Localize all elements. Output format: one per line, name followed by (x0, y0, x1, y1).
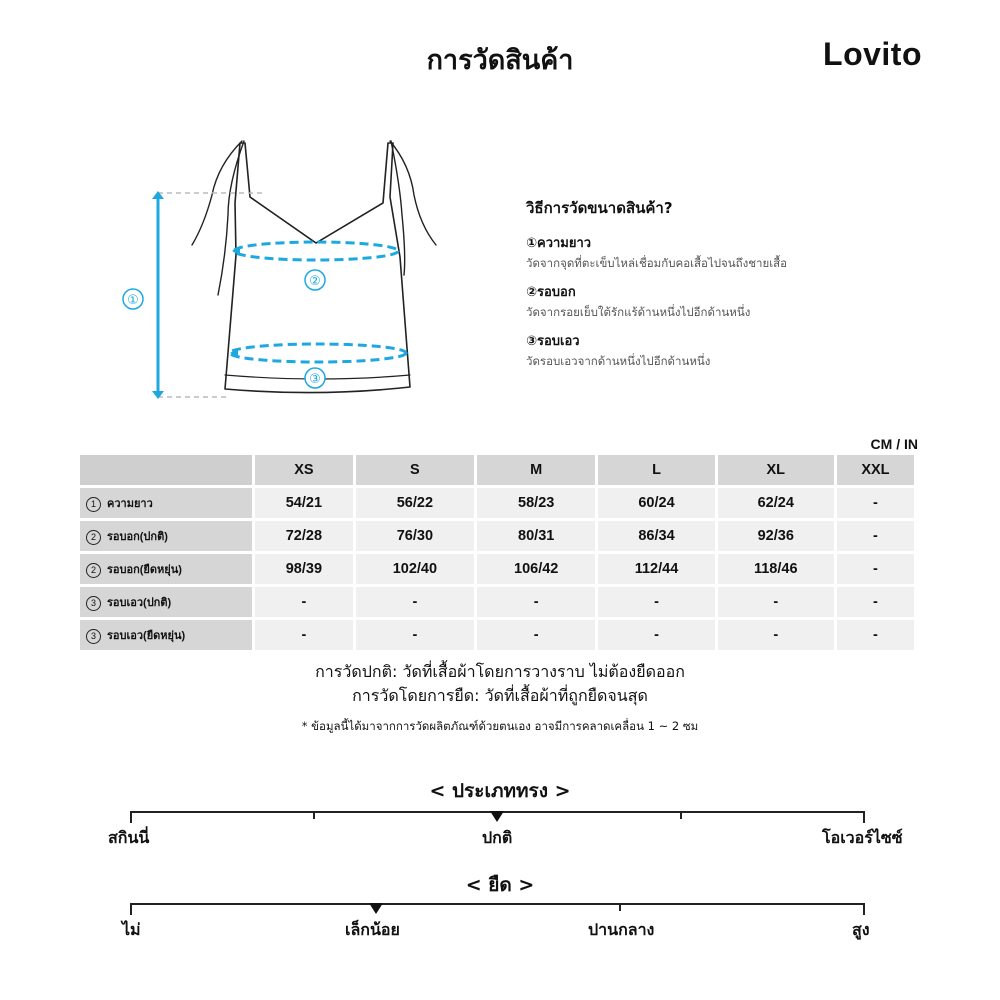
row-number-badge: 3 (86, 596, 101, 611)
table-cell: - (477, 587, 595, 617)
fit-scale-tick (130, 811, 132, 823)
length-badge: ① (127, 293, 139, 308)
stretch-scale-tick (863, 903, 865, 915)
table-cell: 102/40 (356, 554, 474, 584)
table-cell: 86/34 (598, 521, 714, 551)
row-number-badge: 2 (86, 563, 101, 578)
length-title: ①ความยาว (526, 236, 592, 251)
bust-indicator (234, 242, 398, 260)
col-header: S (356, 455, 474, 485)
garment-illustration (100, 125, 440, 415)
measure-instructions (526, 196, 966, 379)
row-label: 2 รอบอก(ปกติ) (80, 521, 252, 551)
stretch-label-none: ไม่ (122, 920, 141, 939)
stretch-scale-marker (369, 903, 383, 914)
table-cell: 56/22 (356, 488, 474, 518)
table-cell: 62/24 (718, 488, 834, 518)
fit-scale-title: < ประเภททรง > (429, 780, 571, 802)
col-header: L (598, 455, 714, 485)
table-cell: 76/30 (356, 521, 474, 551)
row-label: 2 รอบอก(ยืดหยุ่น) (80, 554, 252, 584)
size-table (77, 452, 917, 653)
table-row (80, 554, 914, 584)
col-header: XL (718, 455, 834, 485)
bust-badge: ② (309, 274, 321, 289)
stretch-label-high: สูง (852, 920, 870, 939)
table-cell: 112/44 (598, 554, 714, 584)
table-cell: 118/46 (718, 554, 834, 584)
table-cell: - (718, 587, 834, 617)
table-cell: 98/39 (255, 554, 353, 584)
unit-label: CM / IN (870, 436, 918, 452)
fit-scale-tick (863, 811, 865, 823)
normal-measure-note: การวัดปกติ: วัดที่เสื้อผ้าโดยการวางราบ ไม่ต้องยืดออก (315, 662, 685, 681)
table-cell: - (837, 620, 914, 650)
length-desc: วัดจากจุดที่ตะเข็บไหล่เชื่อมกับคอเสื้อไปจนถึงชายเสื้อ (526, 256, 788, 270)
fit-scale-marker (490, 811, 504, 822)
table-row (80, 521, 914, 551)
measurement-notes (0, 660, 1000, 736)
waist-desc: วัดรอบเอวจากด้านหนึ่งไปอีกด้านหนึ่ง (526, 354, 711, 368)
table-header-row (80, 455, 914, 485)
table-cell: 92/36 (718, 521, 834, 551)
table-cell: - (356, 587, 474, 617)
table-cell: - (598, 587, 714, 617)
table-row (80, 587, 914, 617)
page-title: การวัดสินค้า (426, 45, 574, 76)
stretch-scale-track (130, 903, 865, 905)
fit-label-skinny: สกินนี่ (108, 828, 150, 847)
fit-scale-tick (680, 811, 682, 819)
row-number-badge: 1 (86, 497, 101, 512)
table-cell: - (718, 620, 834, 650)
table-row (80, 620, 914, 650)
row-label: 3 รอบเอว(ปกติ) (80, 587, 252, 617)
stretch-scale-title: < ยืด > (465, 874, 535, 896)
table-cell: 72/28 (255, 521, 353, 551)
table-row (80, 488, 914, 518)
row-label: 1 ความยาว (80, 488, 252, 518)
table-cell: - (837, 587, 914, 617)
stretch-label-medium: ปานกลาง (588, 920, 655, 939)
right-tie-strap (390, 141, 436, 245)
fit-scale-tick (313, 811, 315, 819)
stretch-label-slight: เล็กน้อย (345, 920, 400, 939)
table-cell: - (356, 620, 474, 650)
waist-title: ③รอบเอว (526, 334, 580, 349)
table-cell: - (477, 620, 595, 650)
col-header: XXL (837, 455, 914, 485)
table-cell: 60/24 (598, 488, 714, 518)
col-header: M (477, 455, 595, 485)
table-cell: 58/23 (477, 488, 595, 518)
table-cell: - (255, 587, 353, 617)
row-number-badge: 2 (86, 530, 101, 545)
disclaimer-note: * ข้อมูลนี้ได้มาจากการวัดผลิตภัณฑ์ด้วยตนเอง อาจมีการคลาดเคลื่อน 1 ~ 2 ซม (301, 719, 699, 733)
fit-label-regular: ปกติ (482, 828, 513, 847)
col-header: XS (255, 455, 353, 485)
stretch-scale-tick (619, 903, 621, 911)
stretch-scale-tick (130, 903, 132, 915)
bust-title: ②รอบอก (526, 285, 576, 300)
table-cell: 106/42 (477, 554, 595, 584)
table-cell: - (598, 620, 714, 650)
fit-label-oversize: โอเวอร์ไซซ์ (822, 828, 903, 847)
bust-desc: วัดจากรอยเย็บใต้รักแร้ด้านหนึ่งไปอีกด้านหนึ่ง (526, 305, 751, 319)
instructions-heading: วิธีการวัดขนาดสินค้า? (526, 199, 673, 217)
table-cell: 54/21 (255, 488, 353, 518)
brand-logo: Lovito (823, 36, 922, 72)
waist-badge: ③ (309, 372, 321, 387)
row-label: 3 รอบเอว(ยืดหยุ่น) (80, 620, 252, 650)
garment-outline (225, 143, 410, 393)
table-corner (80, 455, 252, 485)
table-cell: - (837, 521, 914, 551)
table-cell: - (837, 554, 914, 584)
table-cell: 80/31 (477, 521, 595, 551)
waist-indicator (230, 344, 406, 362)
table-cell: - (255, 620, 353, 650)
stretch-measure-note: การวัดโดยการยืด: วัดที่เสื้อผ้าที่ถูกยืดจนสุด (352, 686, 648, 705)
table-cell: - (837, 488, 914, 518)
row-number-badge: 3 (86, 629, 101, 644)
